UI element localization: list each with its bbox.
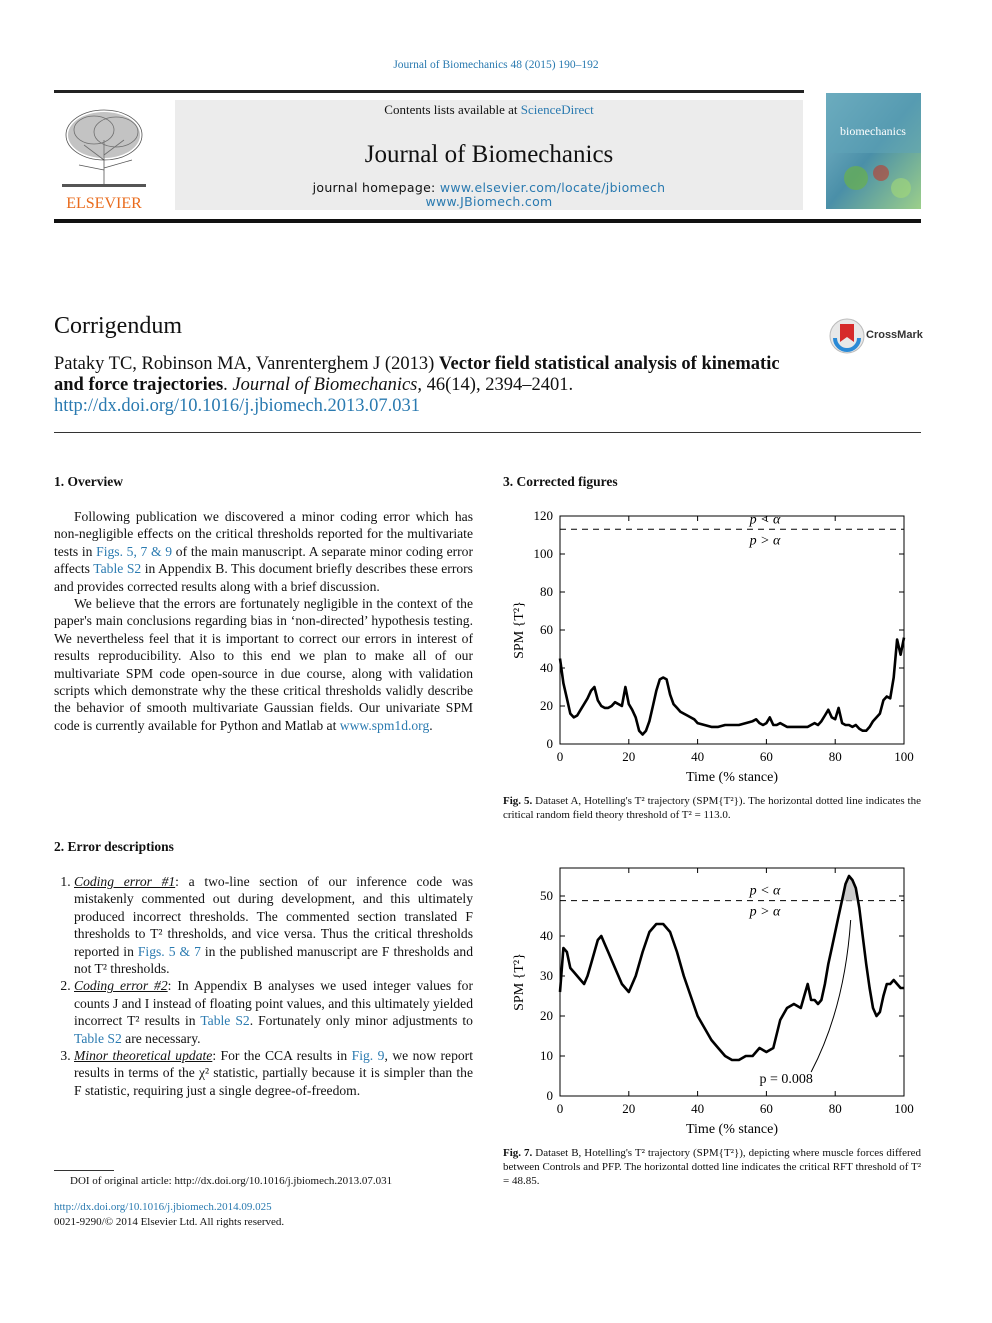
label-above-threshold: p < α xyxy=(749,512,781,528)
footnote-copyright: 0021-9290/© 2014 Elsevier Ltd. All rights reserved. xyxy=(54,1216,285,1228)
fig5-chart xyxy=(503,508,921,788)
y-tick-label: 20 xyxy=(540,698,553,713)
error-2-text-a: : In Appendix B analyses we used integer values for counts J and I instead of floating point values, and this ultimately yielded incorrect T² results in xyxy=(74,978,473,1029)
footnote-rule xyxy=(54,1170,114,1171)
label-above-threshold: p < α xyxy=(749,883,781,899)
fig7-label: Fig. 7. xyxy=(503,1147,533,1159)
error-1-label: Coding error #1 xyxy=(74,874,176,889)
crossmark-badge[interactable] xyxy=(829,318,924,354)
cite-volume: , 46(14), 2394–2401. xyxy=(417,375,574,395)
homepage-link-1[interactable]: www.elsevier.com/locate/jbiomech xyxy=(439,180,666,195)
y-tick-label: 50 xyxy=(540,888,553,903)
cite-journal: Journal of Biomechanics xyxy=(232,375,418,395)
fig5-caption xyxy=(503,794,921,822)
y-axis-label: SPM {T²} xyxy=(512,601,527,659)
y-tick-label: 40 xyxy=(540,928,553,943)
svg-text:ELSEVIER: ELSEVIER xyxy=(66,195,142,210)
error-list-container xyxy=(54,873,473,1099)
y-tick-label: 20 xyxy=(540,1008,553,1023)
spm-trajectory-line xyxy=(560,638,904,735)
x-tick-label: 20 xyxy=(622,749,636,764)
y-tick-label: 0 xyxy=(546,736,553,751)
cite-sep: . xyxy=(223,375,233,395)
table-s2-link-3[interactable]: Table S2 xyxy=(74,1030,122,1046)
error-2-label: Coding error #2 xyxy=(74,978,168,994)
header-top-rule xyxy=(54,90,804,93)
x-axis-label: Time (% stance) xyxy=(685,1122,779,1137)
title-separator xyxy=(54,432,921,433)
x-tick-label: 60 xyxy=(759,749,773,764)
elsevier-logo xyxy=(54,100,154,210)
plot-frame xyxy=(560,516,904,744)
homepage-label: journal homepage: xyxy=(312,180,440,195)
y-tick-label: 40 xyxy=(540,660,553,675)
error-item-1 xyxy=(74,873,473,977)
section-figures-heading: 3. Corrected figures xyxy=(503,474,618,489)
footnote-original-doi: DOI of original article: http://dx.doi.org/10.1016/j.jbiomech.2013.07.031 xyxy=(70,1175,393,1187)
x-tick-label: 100 xyxy=(894,1101,914,1116)
article-title: Corrigendum xyxy=(54,313,182,339)
header-bottom-rule xyxy=(54,219,921,223)
figs-link[interactable]: Figs. 5, 7 & 9 xyxy=(96,543,173,559)
overview-p1-b: of the main manuscript. A separate minor coding error affects xyxy=(54,543,473,577)
crossmark-icon xyxy=(829,318,865,354)
error-item-2 xyxy=(74,977,473,1047)
error-3-text-b: , we now report results in terms of the χ² statistic, partially because it is simpler than the F statistic, requiring just a single degree-of-freedom. xyxy=(74,1048,473,1098)
error-list xyxy=(54,873,473,1099)
contents-prefix: Contents lists available at xyxy=(384,102,521,117)
y-tick-label: 80 xyxy=(540,584,553,599)
y-tick-label: 60 xyxy=(540,622,553,637)
x-tick-label: 20 xyxy=(622,1101,636,1116)
plot-frame xyxy=(560,868,904,1096)
overview-text xyxy=(54,508,473,734)
y-tick-label: 120 xyxy=(533,508,553,523)
figs-5-7-link[interactable]: Figs. 5 & 7 xyxy=(137,943,201,959)
contents-line xyxy=(175,102,803,118)
x-tick-label: 80 xyxy=(828,749,842,764)
p-value-annotation: p = 0.008 xyxy=(759,1072,813,1087)
homepage-link-2[interactable]: www.JBiomech.com xyxy=(425,194,553,209)
y-axis-label: SPM {T²} xyxy=(512,953,527,1011)
x-tick-label: 100 xyxy=(894,749,914,764)
cite-doi-link[interactable]: http://dx.doi.org/10.1016/j.jbiomech.2013.07.031 xyxy=(54,396,421,416)
error-3-text-a: : For the CCA results in xyxy=(212,1048,352,1064)
fig7-caption xyxy=(503,1146,921,1188)
journal-title: Journal of Biomechanics xyxy=(364,141,614,168)
cite-authors: Pataky TC, Robinson MA, Vanrenterghem J (2013) xyxy=(54,354,439,374)
fig7-caption-text: Dataset B, Hotelling's T² trajectory (SPM{T²}), depicting where muscle forces differed between Controls and PFP. The horizontal dotted line indicates the critical RFT threshold of T² = 48.85. xyxy=(503,1147,921,1187)
crossmark-label: CrossMark xyxy=(866,329,923,341)
x-tick-label: 80 xyxy=(828,1101,842,1116)
fig7-chart xyxy=(503,860,921,1140)
journal-homepage xyxy=(175,181,803,209)
cite-title: Vector field statistical analysis of kinematic and force trajectories xyxy=(54,354,780,395)
overview-p2-a: We believe that the errors are fortunately negligible in the context of the paper's main conclusions regarding bias in ‘non-directed’ hypothesis testing. We nevertheless feel that it is important to correct our errors in interest of results reproducibility. Also to this end we plan to make all of our multivariate SPM code open-source in due course, along with validation scripts which demonstrate why the these critical thresholds validly describe the behavior of smooth multivariate Gaussian fields. Our univariate SPM code is currently available for Python and Matlab at xyxy=(54,596,473,733)
x-tick-label: 40 xyxy=(691,749,705,764)
table-s2-link[interactable]: Table S2 xyxy=(93,561,142,577)
fig5-label: Fig. 5. xyxy=(503,795,533,807)
error-2-text-c: are necessary. xyxy=(121,1030,201,1046)
running-head: Journal of Biomechanics 48 (2015) 190–192 xyxy=(393,59,599,71)
overview-p1-a: Following publication we discovered a minor coding error which has non-negligible effects on the critical thresholds reported for the multivariate tests in xyxy=(54,509,473,559)
spm-trajectory-line xyxy=(560,876,904,1060)
label-below-threshold: p > α xyxy=(749,533,781,549)
fig5-caption-text: Dataset A, Hotelling's T² trajectory (SPM{T²}). The horizontal dotted line indicates the critical random field theory threshold of T² = 113.0. xyxy=(503,795,921,821)
error-1-text-b: in the published manuscript are F thresholds and not T² thresholds. xyxy=(74,943,473,977)
annotation-leader xyxy=(811,920,851,1072)
overview-paragraph-1 xyxy=(54,508,473,595)
table-s2-link-2[interactable]: Table S2 xyxy=(200,1013,250,1029)
spm1d-link[interactable]: www.spm1d.org xyxy=(339,717,430,733)
error-3-label: Minor theoretical update xyxy=(74,1048,213,1064)
section-errors-heading: 2. Error descriptions xyxy=(54,839,174,854)
original-article-citation xyxy=(54,354,814,417)
overview-p1-c: in Appendix B. This document briefly describes these errors and provides corrected results along with a brief discussion. xyxy=(54,561,473,594)
footnote-doi xyxy=(54,1201,272,1213)
journal-cover-image xyxy=(826,93,921,209)
label-below-threshold: p > α xyxy=(749,904,781,920)
y-tick-label: 0 xyxy=(546,1088,553,1103)
fig-9-link[interactable]: Fig. 9 xyxy=(351,1048,385,1064)
y-tick-label: 10 xyxy=(540,1048,553,1063)
x-tick-label: 0 xyxy=(556,1101,564,1116)
error-1-text-a: : a two-line section of our inference code was mistakenly commented out during development, and this ultimately produced incorrect thresholds. The commented section translated F thresholds to T² thresholds, and vice versa. Thus the critical thresholds reported in xyxy=(74,874,473,959)
sciencedirect-link[interactable]: ScienceDirect xyxy=(520,102,594,117)
svg-text:biomechanics: biomechanics xyxy=(840,124,906,138)
x-axis-label: Time (% stance) xyxy=(685,770,779,785)
x-tick-label: 60 xyxy=(759,1101,773,1116)
x-tick-label: 40 xyxy=(691,1101,705,1116)
x-tick-label: 0 xyxy=(556,749,564,764)
overview-paragraph-2 xyxy=(54,595,473,734)
section-overview-heading: 1. Overview xyxy=(54,474,123,489)
overview-p2-b: . xyxy=(429,717,433,733)
y-tick-label: 30 xyxy=(540,968,553,983)
error-2-text-b: . Fortunately only minor adjustments to xyxy=(249,1013,473,1029)
y-tick-label: 100 xyxy=(533,546,553,561)
error-item-3 xyxy=(74,1047,473,1099)
article-doi-link[interactable]: http://dx.doi.org/10.1016/j.jbiomech.2014.09.025 xyxy=(54,1201,272,1213)
